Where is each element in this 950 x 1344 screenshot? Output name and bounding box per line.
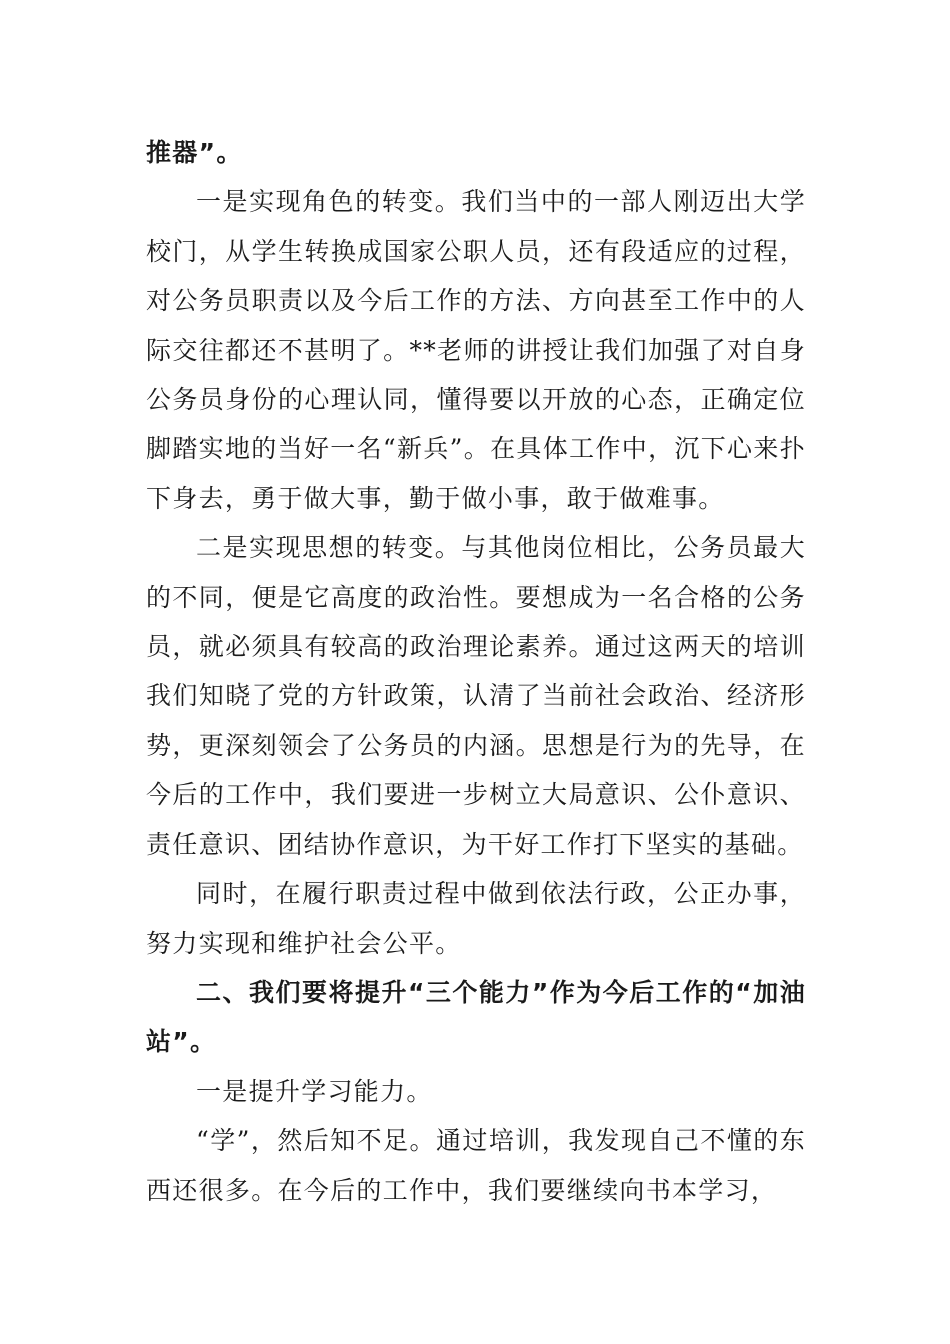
paragraph-role-change: 一是实现角色的转变。我们当中的一部人刚迈出大学校门，从学生转换成国家公职人员，还有段适应的过程，对公务员职责以及今后工作的方法、方向甚至工作中的人际交往都还不甚明了。**老师的讲授让我们加强了对自身公务员身份的心理认同，懂得要以开放的心态，正确定位脚踏实地的当好一名“新兵”。在具体工作中，沉下心来扑下身去，勇于做大事，勤于做小事，敢于做难事。 bbox=[146, 187, 806, 513]
paragraph-heading-continuation: 推器”。 bbox=[146, 138, 243, 167]
paragraph-thought-change: 二是实现思想的转变。与其他岗位相比，公务员最大的不同，便是它高度的政治性。要想成为一名合格的公务员，就必须具有较高的政治理论素养。通过这两天的培训我们知晓了党的方针政策，认清了当前社会政治、经济形势，更深刻领会了公务员的内涵。思想是行为的先导，在今后的工作中，我们要进一步树立大局意识、公仆意识、责任意识、团结协作意识，为干好工作打下坚实的基础。 bbox=[146, 533, 806, 859]
paragraph-fair-administration: 同时，在履行职责过程中做到依法行政，公正办事，努力实现和维护社会公平。 bbox=[146, 879, 806, 958]
document-body bbox=[146, 128, 806, 1215]
section-heading-three-abilities: 二、我们要将提升“三个能力”作为今后工作的“加油站”。 bbox=[146, 977, 806, 1057]
paragraph-learning-ability: 一是提升学习能力。 bbox=[196, 1076, 433, 1106]
paragraph-learning-detail: “学”，然后知不足。通过培训，我发现自己不懂的东西还很多。在今后的工作中，我们要继续向书本学习， bbox=[146, 1126, 806, 1205]
